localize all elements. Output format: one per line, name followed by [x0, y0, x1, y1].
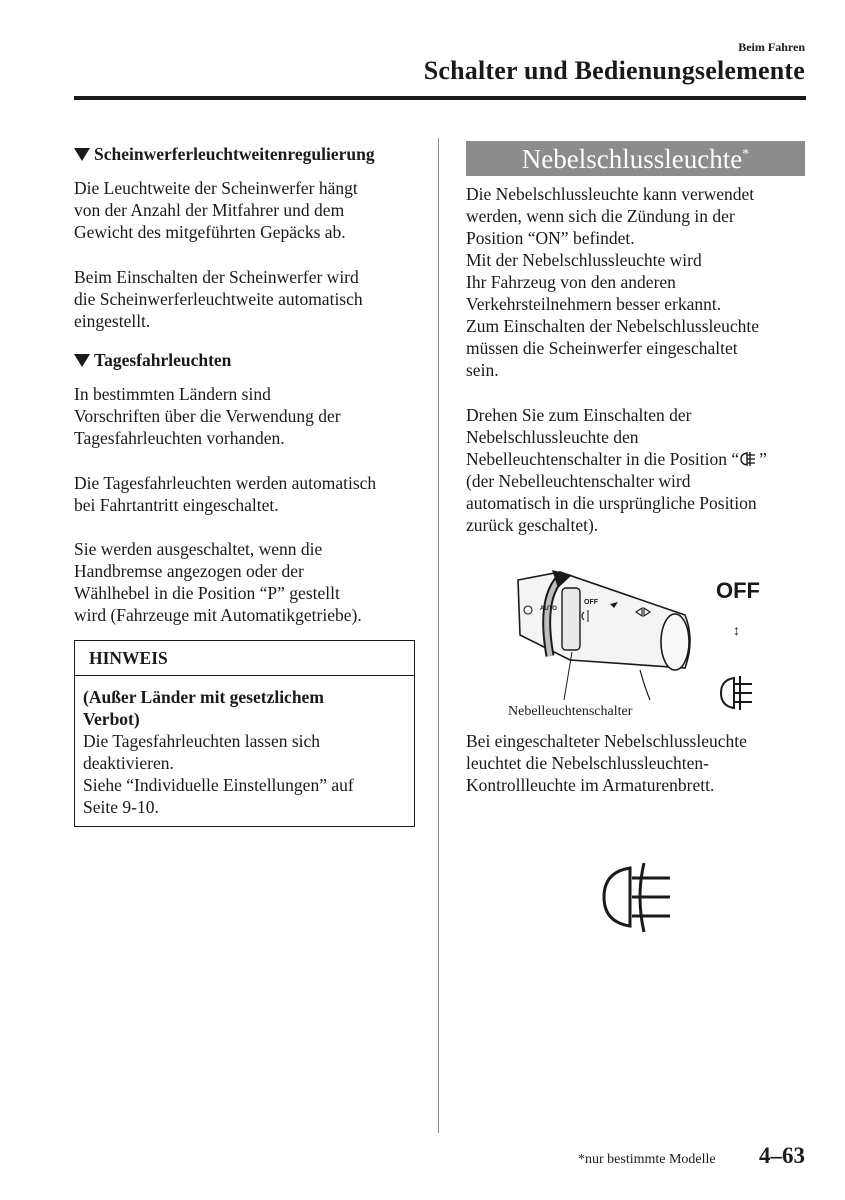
- text-line: Verkehrsteilnehmern besser erkannt.: [466, 294, 722, 314]
- text-line: werden, wenn sich die Zündung in der: [466, 206, 735, 226]
- header-rule: [74, 96, 806, 100]
- paragraph: [74, 472, 416, 516]
- text-line: sein.: [466, 360, 499, 380]
- model-footnote: *nur bestimmte Modelle: [578, 1152, 716, 1167]
- paragraph: [466, 730, 808, 796]
- text-line: zurück geschaltet).: [466, 515, 599, 535]
- rear-fog-light-icon: [718, 674, 760, 712]
- chapter-label: Beim Fahren: [738, 40, 805, 54]
- text-line: Wählhebel in die Position “P” gestellt: [74, 583, 340, 603]
- text-line: Kontrollleuchte im Armaturenbrett.: [466, 775, 715, 795]
- text-line: [466, 448, 808, 470]
- text-line: Die Leuchtweite der Scheinwerfer hängt: [74, 178, 358, 198]
- text-line: Seite 9-10.: [83, 797, 159, 817]
- paragraph: [74, 383, 416, 449]
- text-line: Die Tagesfahrleuchten werden automatisch: [74, 473, 377, 493]
- fog-light-switch-illustration: [500, 560, 710, 705]
- lever-label-off: OFF: [584, 599, 598, 606]
- paragraph: [466, 183, 808, 381]
- text-line: Drehen Sie zum Einschalten der: [466, 405, 692, 425]
- text-line: die Scheinwerferleuchtweite automatisch: [74, 289, 363, 309]
- text-line: von der Anzahl der Mitfahrer und dem: [74, 200, 345, 220]
- text-line: Ihr Fahrzeug von den anderen: [466, 272, 676, 292]
- section-banner: [466, 141, 805, 176]
- text-line: Position “ON” befindet.: [466, 228, 635, 248]
- page-number: 4–63: [759, 1143, 805, 1168]
- off-position-label: OFF: [716, 578, 760, 603]
- text-line: leuchtet die Nebelschlussleuchten-: [466, 753, 709, 773]
- text-line: eingestellt.: [74, 311, 151, 331]
- note-box: [74, 640, 415, 827]
- note-bold-line: (Außer Länder mit gesetzlichem: [83, 687, 324, 707]
- note-title: HINWEIS: [75, 641, 414, 676]
- section-heading-text: Tagesfahrleuchten: [94, 350, 232, 370]
- text-line: Nebelschlussleuchte den: [466, 427, 639, 447]
- text-line: Handbremse angezogen oder der: [74, 561, 304, 581]
- text-line: (der Nebelleuchtenschalter wird: [466, 471, 691, 491]
- paragraph: [74, 538, 416, 626]
- text-line: Zum Einschalten der Nebelschlussleuchte: [466, 316, 760, 336]
- column-divider: [438, 138, 439, 1133]
- rear-fog-light-indicator-icon: [598, 860, 678, 935]
- text-segment: ”: [759, 449, 767, 469]
- text-line: müssen die Scheinwerfer eingeschaltet: [466, 338, 738, 358]
- paragraph: [466, 404, 808, 536]
- banner-title: Nebelschlussleuchte: [521, 144, 743, 174]
- text-line: automatisch in die ursprüngliche Position: [466, 493, 757, 513]
- text-line: deaktivieren.: [83, 753, 174, 773]
- section-heading-headlight-leveling: [74, 143, 416, 165]
- section-heading-text: Scheinwerferleuchtweitenregulierung: [94, 144, 375, 164]
- page-title: Schalter und Bedienungselemente: [423, 56, 805, 85]
- rear-fog-light-icon: [739, 451, 759, 467]
- text-line: Sie werden ausgeschaltet, wenn die: [74, 539, 323, 559]
- text-line: Die Nebelschlussleuchte kann verwendet: [466, 184, 755, 204]
- paragraph: [74, 177, 416, 243]
- note-body: [75, 676, 414, 826]
- text-line: wird (Fahrzeuge mit Automatikgetriebe).: [74, 605, 362, 625]
- paragraph: [74, 266, 416, 332]
- text-line: Gewicht des mitgeführten Gepäcks ab.: [74, 222, 346, 242]
- model-footnote-mark: *: [742, 147, 750, 162]
- triangle-bullet-icon: [74, 354, 90, 367]
- text-line: Siehe “Individuelle Einstellungen” auf: [83, 775, 354, 795]
- figure-caption: Nebelleuchtenschalter: [508, 704, 633, 719]
- section-heading-daytime-running-lights: [74, 349, 416, 371]
- text-line: Mit der Nebelschlussleuchte wird: [466, 250, 702, 270]
- note-bold-line: Verbot): [83, 709, 140, 729]
- text-segment: Nebelleuchtenschalter in die Position “: [466, 449, 740, 469]
- triangle-bullet-icon: [74, 148, 90, 161]
- text-line: Die Tagesfahrleuchten lassen sich: [83, 731, 321, 751]
- text-line: In bestimmten Ländern sind: [74, 384, 271, 404]
- switch-direction-arrow-icon: ↕: [733, 624, 740, 639]
- text-line: bei Fahrtantritt eingeschaltet.: [74, 495, 279, 515]
- text-line: Vorschriften über die Verwendung der: [74, 406, 341, 426]
- text-line: Beim Einschalten der Scheinwerfer wird: [74, 267, 359, 287]
- text-line: Bei eingeschalteter Nebelschlussleuchte: [466, 731, 747, 751]
- lever-label-auto: AUTO: [540, 606, 557, 612]
- text-line: Tagesfahrleuchten vorhanden.: [74, 428, 285, 448]
